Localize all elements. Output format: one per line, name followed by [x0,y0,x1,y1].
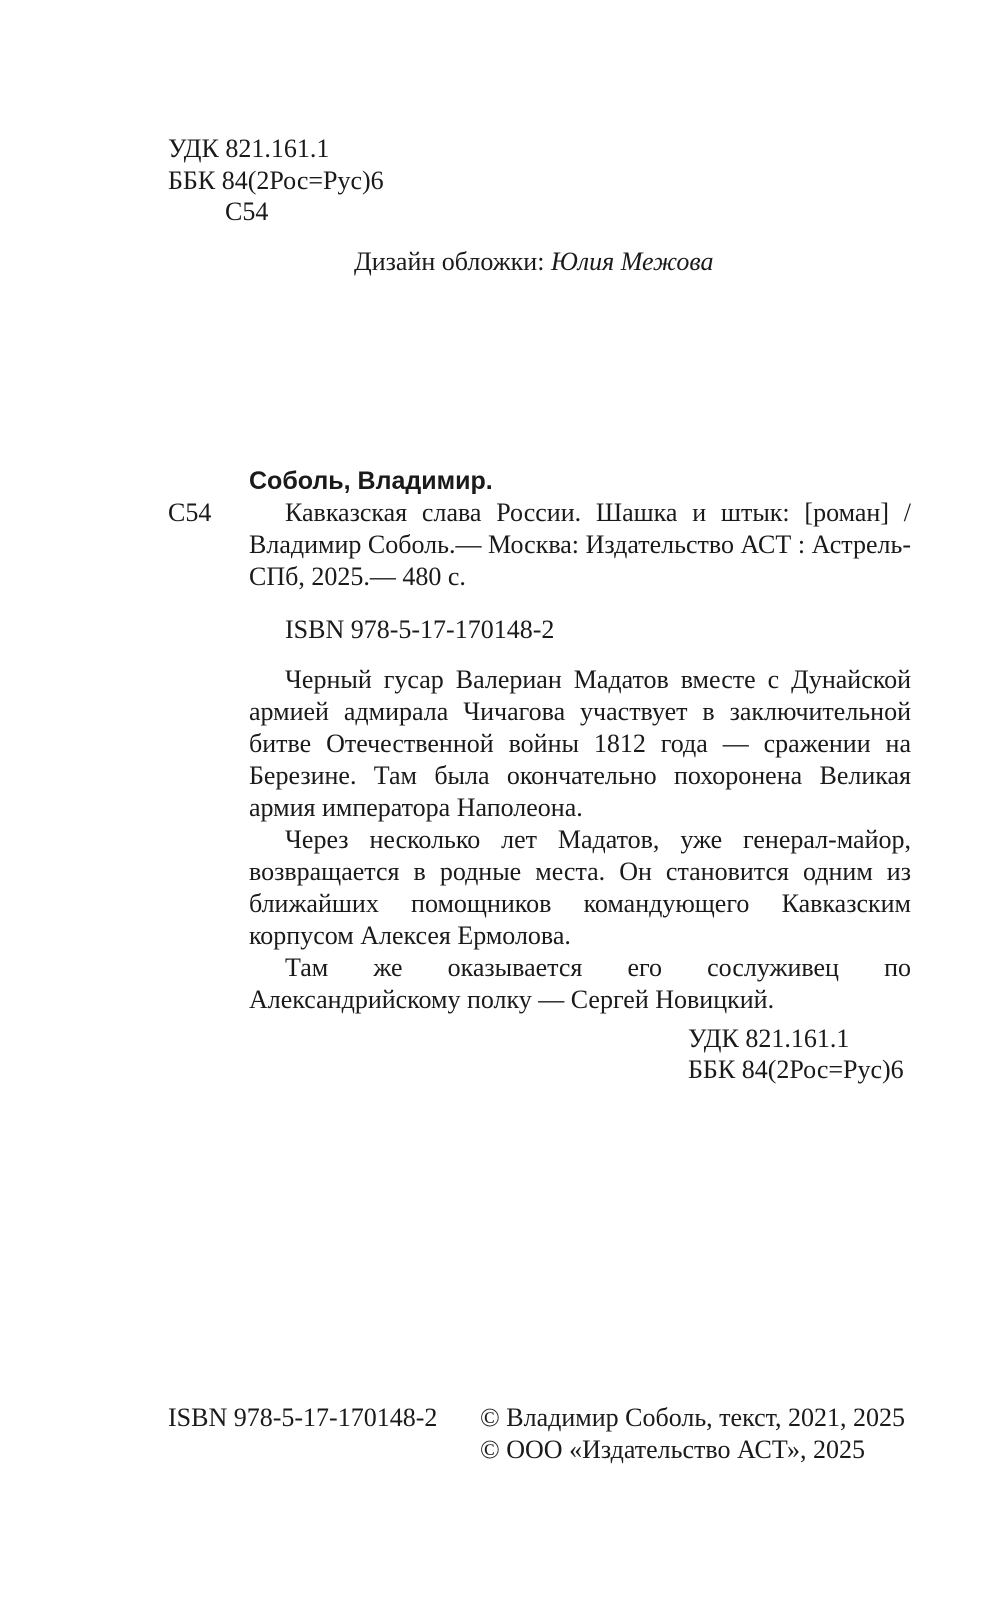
annotation-paragraph: Черный гусар Валериан Мадатов вместе с Дунайской армией адмирала Чичагова участвует в заключительной битве Отечественной войны 1812 года — сражении на Березине. Там была окончательно похоронена Великая армия императора Наполеона. [249,665,911,822]
udk-code-bottom: УДК 821.161.1 [688,1024,850,1053]
isbn-imprint: ISBN 978-5-17-170148-2 [168,1403,438,1432]
cover-design-label: Дизайн обложки: [354,247,545,276]
isbn-entry: ISBN 978-5-17-170148-2 [285,615,555,644]
author-heading: Соболь, Владимир. [249,467,493,495]
copyright-author: © Владимир Соболь, текст, 2021, 2025 [480,1403,906,1432]
annotation [249,664,911,1016]
bbk-code-top: ББК 84(2Рос=Рус)6 [168,166,384,195]
author-mark-top: С54 [225,197,269,226]
author-mark-entry: С54 [168,498,212,527]
bibliographic-description: Кавказская слава России. Шашка и штык: [роман] / Владимир Соболь.— Москва: Издательство АСТ : Астрель-СПб, 2025.— 480 с. [249,498,911,591]
cover-design-credit [354,246,714,278]
bbk-code-bottom: ББК 84(2Рос=Рус)6 [688,1055,904,1084]
udk-code-top: УДК 821.161.1 [168,134,330,163]
annotation-paragraph: Там же оказывается его сослуживец по Александрийскому полку — Сергей Новицкий. [249,953,911,1014]
copyright-publisher: © ООО «Издательство АСТ», 2025 [480,1435,866,1464]
cover-designer-name: Юлия Межова [550,247,714,276]
annotation-paragraph: Через несколько лет Мадатов, уже генерал-майор, возвращается в родные места. Он становится одним из ближайших помощников командующего Кавказским корпусом Алексея Ермолова. [249,825,911,950]
